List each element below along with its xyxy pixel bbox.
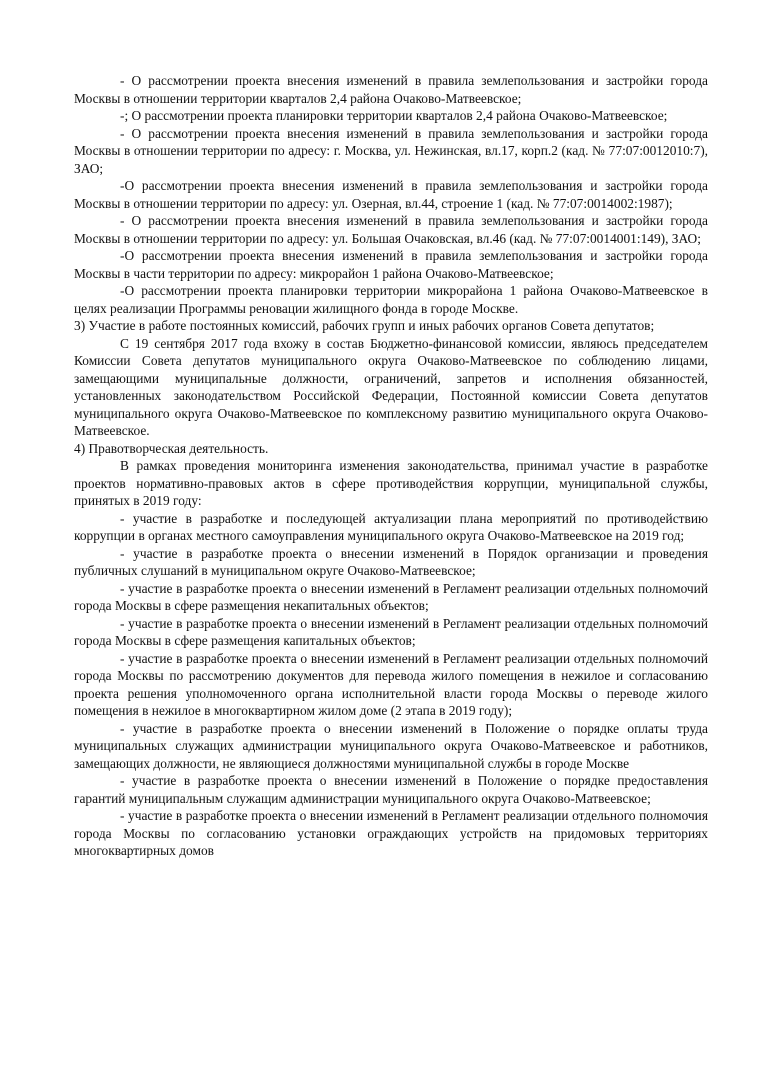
paragraph: - участие в разработке проекта о внесении изменений в Положение о порядке оплаты труда муниципальных служащих администрации муниципального округа Очаково-Матвеевское и работников, замещающих должности, не являющиеся должностями муниципальной службы в городе Москве <box>74 720 708 771</box>
document-body <box>74 72 708 860</box>
paragraph: - участие в разработке проекта о внесении изменений в Регламент реализации отдельных полномочий города Москвы в сфере размещения некапитальных объектов; <box>74 580 708 613</box>
paragraph: -О рассмотрении проекта планировки территории микрорайона 1 района Очаково-Матвеевское в целях реализации Программы реновации жилищного фонда в городе Москве. <box>74 283 708 316</box>
paragraph: - участие в разработке проекта о внесении изменений в Положение о порядке предоставления гарантий муниципальным служащим администрации муниципального округа Очаково-Матвеевское; <box>74 773 708 806</box>
paragraph: - участие в разработке проекта о внесении изменений в Порядок организации и проведения публичных слушаний в муниципальном округе Очаково-Матвеевское; <box>74 545 708 578</box>
section-heading: 4) Правотворческая деятельность. <box>74 440 269 456</box>
paragraph: -; О рассмотрении проекта планировки территории кварталов 2,4 района Очаково-Матвеевское; <box>120 108 668 123</box>
paragraph: - участие в разработке и последующей актуализации плана мероприятий по противодействию коррупции в органах местного самоуправления муниципального округа Очаково-Матвеевское на 2019 год; <box>74 510 708 543</box>
paragraph: -О рассмотрении проекта внесения изменений в правила землепользования и застройки города Москвы в части территории по адресу: микрорайон 1 района Очаково-Матвеевское; <box>74 248 708 281</box>
paragraph: - участие в разработке проекта о внесении изменений в Регламент реализации отдельного полномочия города Москвы по согласованию установки ограждающих устройств на придомовых территориях многоквартирных домов <box>74 808 708 858</box>
section-heading: 3) Участие в работе постоянных комиссий, рабочих групп и иных рабочих органов Совета депутатов; <box>74 318 655 333</box>
paragraph: - О рассмотрении проекта внесения изменений в правила землепользования и застройки города Москвы в отношении территории кварталов 2,4 района Очаково-Матвеевское; <box>74 73 708 106</box>
paragraph: - участие в разработке проекта о внесении изменений в Регламент реализации отдельных полномочий города Москвы по рассмотрению документов для перевода жилого помещения в нежилое и согласованию проекта решения уполномоченного органа исполнительной власти города Москвы о переводе жилого помещения в нежилое в многоквартирном жилом доме (2 этапа в 2019 году); <box>74 650 708 718</box>
paragraph: - О рассмотрении проекта внесения изменений в правила землепользования и застройки города Москвы в отношении территории по адресу: ул. Большая Очаковская, вл.46 (кад. № 77:07:0014001:149), ЗАО; <box>74 213 708 246</box>
paragraph: - О рассмотрении проекта внесения изменений в правила землепользования и застройки города Москвы в отношении территории по адресу: г. Москва, ул. Нежинская, вл.17, корп.2 (кад. № 77:07:0012010:7), ЗАО; <box>74 125 708 176</box>
paragraph: В рамках проведения мониторинга изменения законодательства, принимал участие в разработке проектов нормативно-правовых актов в сфере противодействия коррупции, муниципальной службы, принятых в 2019 году: <box>74 458 708 508</box>
paragraph: С 19 сентября 2017 года вхожу в состав Бюджетно-финансовой комиссии, являюсь председателем Комиссии Совета депутатов муниципального округа Очаково-Матвеевское по соблюдению лицами, замещающими муниципальные должности, ограничений, запретов и исполнения обязанностей, установленных законодательством Российской Федерации, Постоянной комиссии Совета депутатов муниципального округа Очаково-Матвеевское по комплексному развитию муниципального округа Очаково-Матвеевское. <box>74 335 708 438</box>
paragraph: -О рассмотрении проекта внесения изменений в правила землепользования и застройки города Москвы в отношении территории по адресу: ул. Озерная, вл.44, строение 1 (кад. № 77:07:0014002:1987); <box>74 178 708 211</box>
paragraph: - участие в разработке проекта о внесении изменений в Регламент реализации отдельных полномочий города Москвы в сфере размещения капитальных объектов; <box>74 615 708 648</box>
